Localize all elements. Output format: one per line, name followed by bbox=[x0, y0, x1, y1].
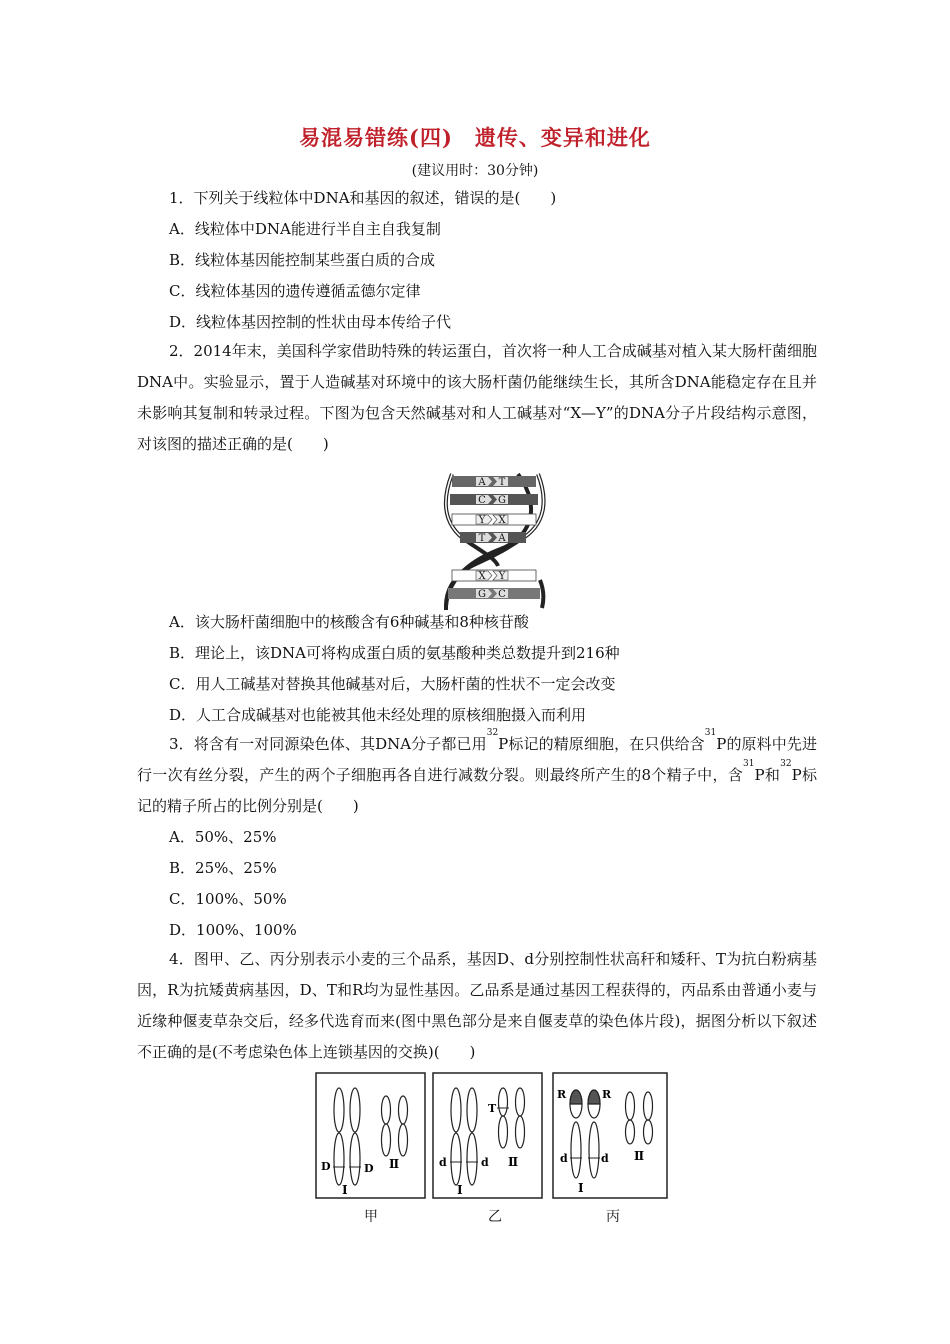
gene-t: T bbox=[488, 1102, 497, 1115]
base-c-1: C bbox=[478, 495, 486, 506]
dna-figure bbox=[438, 470, 550, 610]
q2-option-a: A．该大肠杆菌细胞中的核酸含有6种碱基和8种核苷酸 bbox=[169, 613, 529, 631]
q3-stem: 3．将含有一对同源染色体、其DNA分子都已用$^{32}$P标记的精原细胞，在只供给含$^{31}$P的原料中先进行一次有丝分裂，产生的两个子细胞再各自进行减数分裂。则最终所产生的8个精子中，含$^{31}$P和$^{32}$P标记的精子所占的比例分别是( ) bbox=[137, 728, 817, 815]
base-pair-4 bbox=[460, 532, 526, 544]
base-y-1: Y bbox=[478, 515, 486, 526]
q3-option-a: A．50%、25% bbox=[169, 828, 277, 846]
chromosome-i-label: Ⅰ bbox=[457, 1183, 463, 1197]
q2-option-c: C．用人工碱基对替换其他碱基对后，大肠杆菌的性状不一定会改变 bbox=[169, 675, 616, 693]
gene-r-right: R bbox=[602, 1088, 612, 1101]
q2-option-b: B．理论上，该DNA可将构成蛋白质的氨基酸种类总数提升到216种 bbox=[169, 644, 620, 662]
q3-option-c: C．100%、50% bbox=[169, 890, 287, 908]
base-a-1: A bbox=[478, 477, 486, 488]
gene-d-right: D bbox=[364, 1162, 374, 1175]
base-g-1: G bbox=[498, 495, 506, 506]
gene-r-left: R bbox=[557, 1088, 567, 1101]
base-pair-3 bbox=[452, 514, 536, 526]
panel-label-yi: 乙 bbox=[488, 1209, 502, 1225]
q1-option-a: A．线粒体中DNA能进行半自主自我复制 bbox=[169, 220, 441, 238]
panel-jia bbox=[315, 1072, 426, 1199]
base-pair-6 bbox=[448, 588, 540, 600]
chromosome-ii-label: Ⅱ bbox=[389, 1157, 400, 1171]
base-pair-1 bbox=[452, 476, 536, 488]
chromosome-ii-label: Ⅱ bbox=[508, 1155, 519, 1169]
panel-bing bbox=[552, 1072, 668, 1199]
panel-label-bing: 丙 bbox=[606, 1209, 620, 1225]
base-t-2: T bbox=[478, 533, 486, 544]
base-c-2: C bbox=[498, 589, 506, 600]
base-y-2: Y bbox=[498, 571, 506, 582]
q2-option-d: D．人工合成碱基对也能被其他未经处理的原核细胞摄入而利用 bbox=[169, 706, 587, 724]
base-pair-5 bbox=[452, 570, 536, 582]
chromosome-ii-label: Ⅱ bbox=[634, 1149, 645, 1163]
suggested-time: (建议用时：30分钟) bbox=[411, 163, 539, 179]
gene-d-left: D bbox=[321, 1160, 331, 1173]
panel-yi bbox=[432, 1072, 543, 1199]
base-x-1: X bbox=[498, 515, 506, 526]
panel-label-jia: 甲 bbox=[364, 1209, 378, 1225]
chromosome-i-label: Ⅰ bbox=[342, 1183, 348, 1197]
q3-option-d: D．100%、100% bbox=[169, 921, 297, 939]
base-a-2: A bbox=[498, 533, 506, 544]
q1-option-b: B．线粒体基因能控制某些蛋白质的合成 bbox=[169, 251, 436, 269]
base-t-1: T bbox=[498, 477, 506, 488]
gene-d-right: d bbox=[481, 1156, 489, 1169]
gene-d-left: d bbox=[439, 1156, 447, 1169]
base-pair-2 bbox=[450, 494, 538, 506]
q1-option-c: C．线粒体基因的遗传遵循孟德尔定律 bbox=[169, 282, 421, 300]
q1-option-d: D．线粒体基因控制的性状由母本传给子代 bbox=[169, 313, 452, 331]
gene-d-right: d bbox=[601, 1152, 609, 1165]
q2-stem: 2．2014年末，美国科学家借助特殊的转运蛋白，首次将一种人工合成碱基对植入某大肠杆菌细胞DNA中。实验显示，置于人造碱基对环境中的该大肠杆菌仍能继续生长，其所含DNA能稳定存在且并未影响其复制和转录过程。下图为包含天然碱基对和人工碱基对“X—Y”的DNA分子片段结构示意图，对该图的描述正确的是( ) bbox=[137, 342, 817, 453]
q3-option-b: B．25%、25% bbox=[169, 859, 277, 877]
page-title: 易混易错练(四) 遗传、变异和进化 bbox=[299, 125, 651, 150]
chromosome-i-label: Ⅰ bbox=[578, 1181, 584, 1195]
base-g-2: G bbox=[478, 589, 486, 600]
q4-stem: 4．图甲、乙、丙分别表示小麦的三个品系，基因D、d分别控制性状高秆和矮秆、T为抗白粉病基因，R为抗矮黄病基因，D、T和R均为显性基因。乙品系是通过基因工程获得的，丙品系由普通小麦与近缘种偃麦草杂交后，经多代选育而来(图中黑色部分是来自偃麦草的染色体片段)，据图分析以下叙述不正确的是(不考虑染色体上连锁基因的交换)( ) bbox=[137, 950, 817, 1061]
base-x-2: X bbox=[478, 571, 486, 582]
q1-stem: 1．下列关于线粒体中DNA和基因的叙述，错误的是( ) bbox=[169, 189, 557, 207]
gene-d-left: d bbox=[560, 1152, 568, 1165]
